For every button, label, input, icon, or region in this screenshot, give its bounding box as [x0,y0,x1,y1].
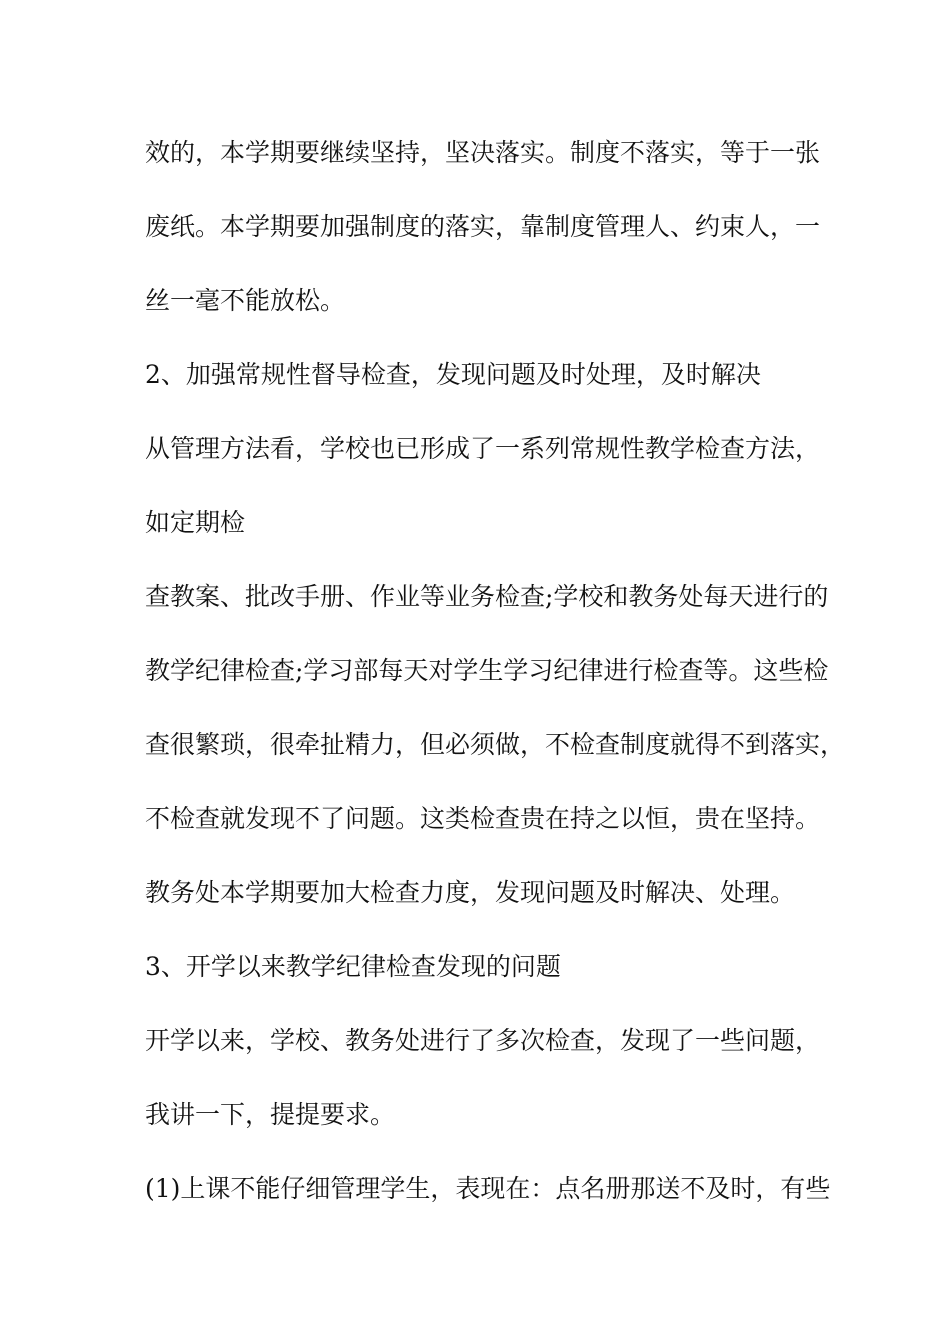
text-line: 不检查就发现不了问题。这类检查贵在持之以恒，贵在坚持。 [145,804,821,833]
text-line: 我讲一下，提提要求。 [145,1100,396,1129]
text-line: 效的，本学期要继续坚持，坚决落实。制度不落实，等于一张 [145,138,821,167]
text-line: 教务处本学期要加大检查力度，发现问题及时解决、处理。 [145,878,796,907]
text-line: 教学纪律检查;学习部每天对学生学习纪律进行检查等。这些检 [145,656,829,685]
text-line: 废纸。本学期要加强制度的落实，靠制度管理人、约束人，一 [145,212,821,241]
section-heading-3: 3、开学以来教学纪律检查发现的问题 [145,952,561,981]
text-line: 查教案、批改手册、作业等业务检查;学校和教务处每天进行的 [145,582,829,611]
text-line: 丝一毫不能放松。 [145,286,346,315]
text-line: 从管理方法看，学校也已形成了一系列常规性教学检查方法， [145,434,821,463]
text-line: 开学以来，学校、教务处进行了多次检查，发现了一些问题， [145,1026,821,1055]
list-item-1: (1)上课不能仔细管理学生，表现在：点名册那送不及时，有些 [145,1174,831,1203]
section-heading-2: 2、加强常规性督导检查，发现问题及时处理，及时解决 [145,360,761,389]
text-line: 如定期检 [145,508,246,537]
text-line: 查很繁琐，很牵扯精力，但必须做，不检查制度就得不到落实， [145,730,846,759]
